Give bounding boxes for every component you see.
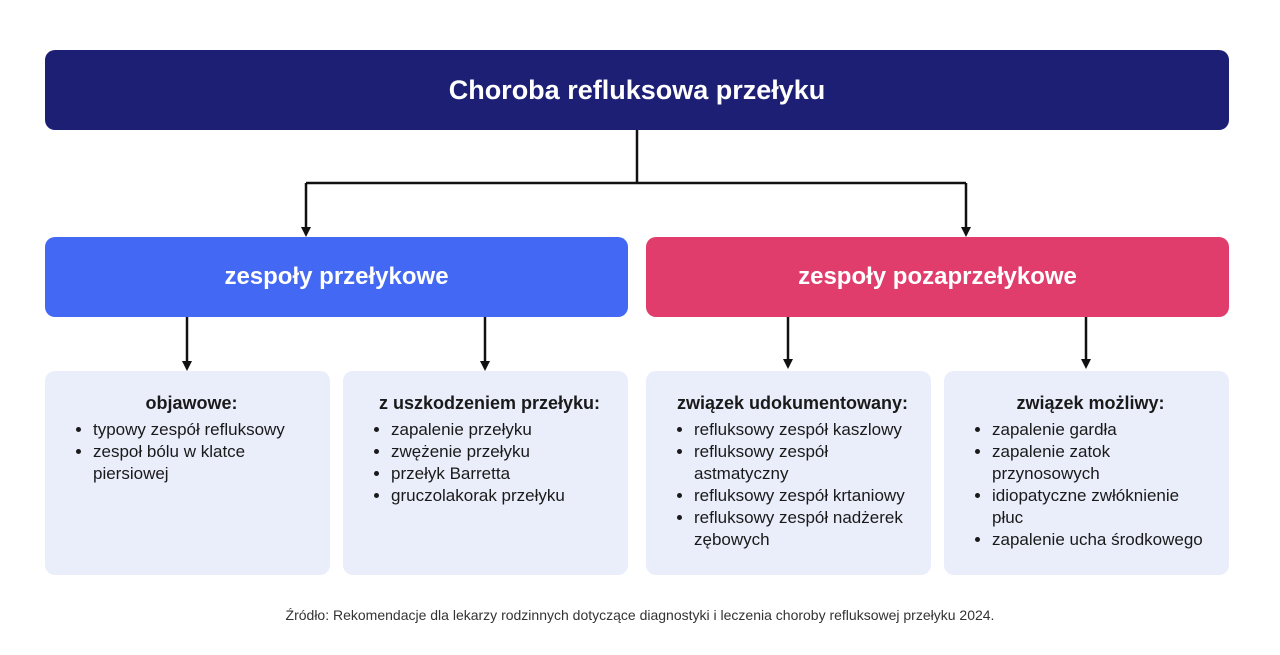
- branch-extraesophageal: [646, 237, 1229, 317]
- list-item: • zwężenie przełyku: [391, 441, 608, 463]
- leaf-possible: [944, 371, 1229, 575]
- branch-esophageal-label: zespoły przełykowe: [224, 263, 449, 290]
- branch-extraesophageal-label: zespoły pozaprzełykowe: [798, 263, 1077, 290]
- leaf-title: związek udokumentowany:: [676, 393, 909, 413]
- source-note: Źródło: Rekomendacje dla lekarzy rodzinnych dotyczące diagnostyki i leczenia choroby refluksowej przełyku 2024.: [285, 607, 995, 623]
- root-label: Choroba refluksowa przełyku: [448, 74, 826, 105]
- leaf-symptomatic: [45, 371, 330, 575]
- list-item: • refluksowy zespół krtaniowy: [694, 485, 911, 507]
- leaf-with-damage: [343, 371, 628, 575]
- list-item: • zapalenie ucha środkowego: [992, 529, 1209, 551]
- list-item: • typowy zespół refluksowy: [93, 419, 310, 441]
- leaf-title: z uszkodzeniem przełyku:: [378, 393, 601, 413]
- list-item: • zespoł bólu w klatce piersiowej: [93, 441, 310, 485]
- list-item: • refluksowy zespół astmatyczny: [694, 441, 911, 485]
- list-item: • zapalenie przełyku: [391, 419, 608, 441]
- leaf-list: [972, 419, 1209, 551]
- leaf-documented: [646, 371, 931, 575]
- leaf-list: [674, 419, 911, 551]
- list-item: • gruczolakorak przełyku: [391, 485, 608, 507]
- leaf-title: objawowe:: [145, 393, 238, 413]
- list-item: • refluksowy zespół nadżerek zębowych: [694, 507, 911, 551]
- leaf-list: [371, 419, 608, 507]
- branch-esophageal: [45, 237, 628, 317]
- list-item: • idiopatyczne zwłóknienie płuc: [992, 485, 1209, 529]
- list-item: • refluksowy zespół kaszlowy: [694, 419, 911, 441]
- root-node: [45, 50, 1229, 130]
- list-item: • przełyk Barretta: [391, 463, 608, 485]
- leaf-list: [73, 419, 310, 485]
- leaf-title: związek możliwy:: [1016, 393, 1165, 413]
- list-item: • zapalenie zatok przynosowych: [992, 441, 1209, 485]
- list-item: • zapalenie gardła: [992, 419, 1209, 441]
